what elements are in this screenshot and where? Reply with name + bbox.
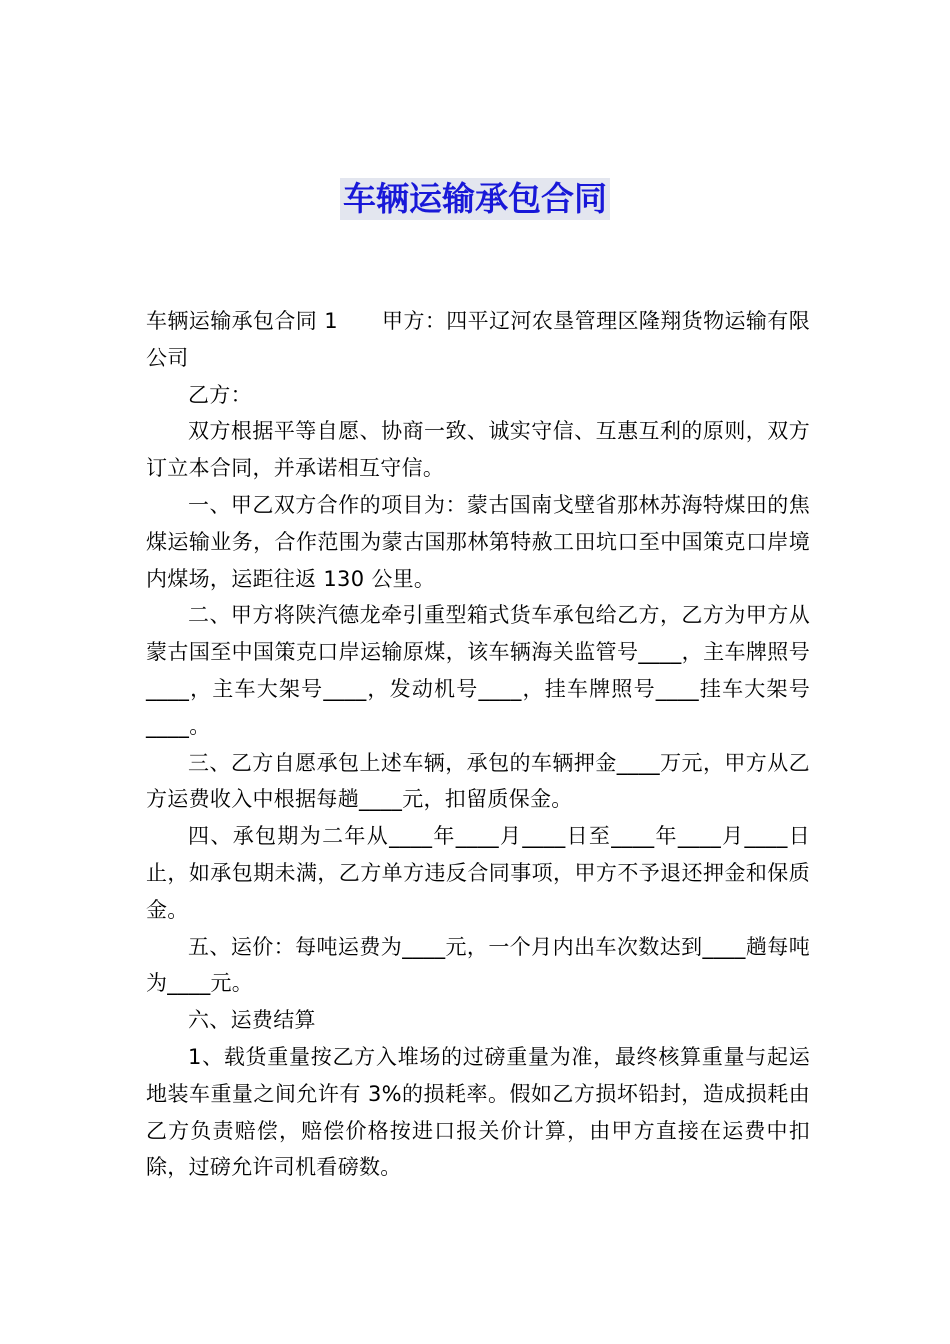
document-title: 车辆运输承包合同 [340, 178, 610, 220]
paragraph-clause-6-1: 1、载货重量按乙方入堆场的过磅重量为准，最终核算重量与起运地装车重量之间允许有 3%的损耗率。假如乙方损坏铅封，造成损耗由乙方负责赔偿，赔偿价格按进口报关价计算，由甲方直接在运费中扣除，过磅允许司机看磅数。 [146, 1044, 810, 1180]
party-a: 甲方：四平辽河农垦管理区隆翔货物运输有限公司 [146, 309, 810, 370]
contract-label: 车辆运输承包合同 1 [146, 309, 338, 333]
paragraph-clause-6-heading: 六、运费结算 [188, 1008, 316, 1033]
document-title-row [0, 178, 950, 220]
paragraph-clause-4: 四、承包期为二年从____年____月____日至____年____月____日止，如承包期未满，乙方单方违反合同事项，甲方不予退还押金和保质金。 [146, 824, 810, 922]
paragraph-clause-2: 二、甲方将陕汽德龙牵引重型箱式货车承包给乙方，乙方为甲方从蒙古国至中国策克口岸运输原煤，该车辆海关监管号____，主车牌照号____，主车大架号____，发动机号____，挂车牌照号____挂车大架号____。 [146, 603, 810, 738]
paragraph-principle: 双方根据平等自愿、协商一致、诚实守信、互惠互利的原则，双方订立本合同，并承诺相互守信。 [146, 419, 810, 481]
paragraph-clause-3: 三、乙方自愿承包上述车辆，承包的车辆押金____万元，甲方从乙方运费收入中根据每趟____元，扣留质保金。 [146, 750, 810, 812]
intro-paragraph [146, 303, 810, 377]
paragraph-clause-5: 五、运价：每吨运费为____元，一个月内出车次数达到____趟每吨为____元。 [146, 934, 810, 996]
paragraph-party-b: 乙方： [188, 382, 252, 407]
paragraph-clause-1: 一、甲乙双方合作的项目为：蒙古国南戈壁省那林苏海特煤田的焦煤运输业务，合作范围为蒙古国那林第特赦工田坑口至中国策克口岸境内煤场，运距往返 130 公里。 [146, 492, 810, 591]
document-body [146, 303, 810, 1186]
